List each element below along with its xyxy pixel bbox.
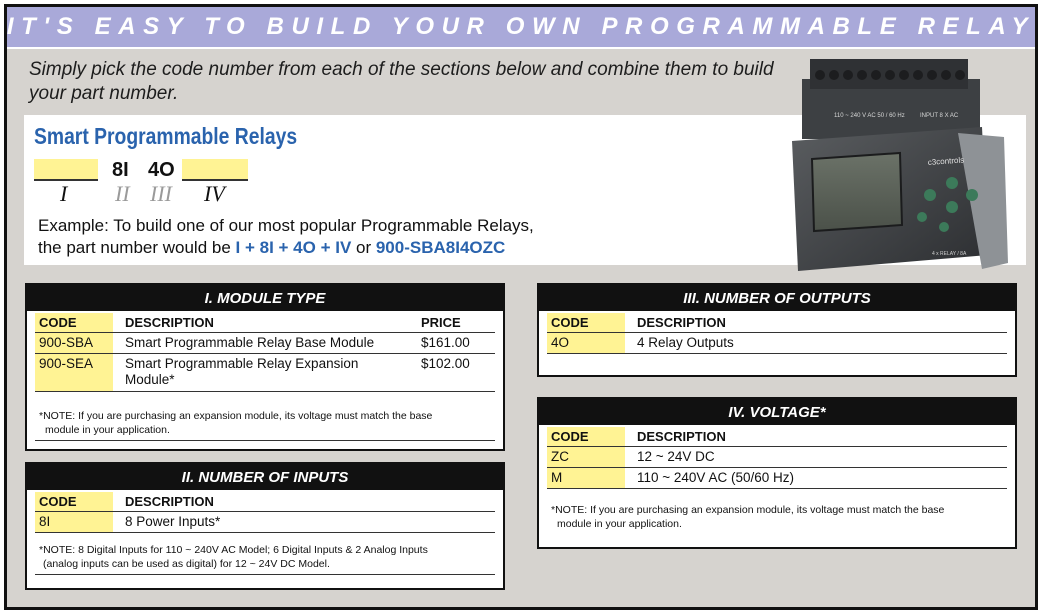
- header-code: CODE: [551, 315, 589, 330]
- brand-logo: c3controls: [927, 155, 965, 167]
- module-type-table: [35, 313, 495, 403]
- terminal-label: 110 ~ 240 V AC 50 / 60 Hz: [834, 113, 905, 119]
- panel-title: I. MODULE TYPE: [27, 285, 503, 311]
- inputs-note: *NOTE: 8 Digital Inputs for 110 ~ 240V AC Model; 6 Digital Inputs & 2 Analog Inputs (analog inputs can be used as digital) for 12 ~ 24V DC Model.: [39, 544, 428, 570]
- row-description: Smart Programmable Relay Expansion: [125, 356, 359, 371]
- row-description: 12 ~ 24V DC: [637, 449, 715, 464]
- table-row: [35, 512, 495, 533]
- slot-blank: [34, 159, 98, 181]
- row-code: 900-SEA: [39, 356, 94, 371]
- example-line-1: Example: To build one of our most popular Programmable Relays,: [38, 216, 534, 235]
- row-description: 110 ~ 240V AC (50/60 Hz): [637, 470, 794, 485]
- table-row: [35, 354, 495, 392]
- outputs-table: [547, 313, 1007, 359]
- inputs-table: [35, 492, 495, 538]
- header-description: DESCRIPTION: [637, 315, 726, 330]
- table-row: [547, 333, 1007, 354]
- row-code: 900-SBA: [39, 335, 94, 350]
- row-description: 4 Relay Outputs: [637, 335, 734, 350]
- table-row: [547, 468, 1007, 489]
- relay-label: 4 x RELAY / 8A: [932, 251, 967, 257]
- voltage-table: [547, 427, 1007, 497]
- catalog-frame: [4, 4, 1038, 610]
- lcd-screen: [812, 153, 902, 231]
- row-code: ZC: [551, 449, 569, 464]
- slot-roman: IV: [204, 181, 225, 206]
- row-price: $161.00: [421, 335, 470, 350]
- example-line-2: the part number would be I + 8I + 4O + IV or 900-SBA8I4OZC: [38, 238, 506, 257]
- panel-title: III. NUMBER OF OUTPUTS: [539, 285, 1015, 311]
- slot-roman: III: [150, 181, 172, 206]
- header-description: DESCRIPTION: [637, 429, 726, 444]
- panel-number-of-outputs: [537, 283, 1017, 377]
- header-code: CODE: [39, 315, 77, 330]
- row-code: M: [551, 470, 563, 485]
- example-part-number: 900-SBA8I4OZC: [375, 238, 506, 257]
- relay-product-image: [782, 55, 1012, 283]
- row-description: 8 Power Inputs*: [125, 514, 221, 529]
- table-header-row: [547, 427, 1007, 447]
- panel-title: II. NUMBER OF INPUTS: [27, 464, 503, 490]
- row-description-cont: Module*: [125, 372, 175, 387]
- panel-module-type: [25, 283, 505, 451]
- row-price: $102.00: [421, 356, 470, 371]
- panel-title: IV. VOLTAGE*: [539, 399, 1015, 425]
- example-text: [38, 215, 534, 259]
- header-description: DESCRIPTION: [125, 315, 214, 330]
- table-header-row: [35, 492, 495, 512]
- table-header-row: [35, 313, 495, 333]
- note-underline: [35, 574, 495, 575]
- voltage-note: *NOTE: If you are purchasing an expansion module, its voltage must match the base module in your application.: [551, 504, 945, 530]
- row-description: Smart Programmable Relay Base Module: [125, 335, 375, 350]
- table-row: [35, 333, 495, 354]
- banner-title: IT'S EASY TO BUILD YOUR OWN PROGRAMMABLE RELAY: [6, 13, 1036, 40]
- slot-roman: I: [60, 181, 68, 206]
- row-code: 4O: [551, 335, 570, 350]
- table-row: [547, 447, 1007, 468]
- header-price: PRICE: [421, 315, 461, 330]
- panel-voltage: [537, 397, 1017, 549]
- slot-value: 8I: [112, 159, 129, 181]
- slot-blank: [182, 159, 248, 181]
- panel-number-of-inputs: [25, 462, 505, 590]
- header-description: DESCRIPTION: [125, 494, 214, 509]
- slot-roman: II: [115, 181, 130, 206]
- row-code: 8I: [39, 514, 51, 529]
- example-formula: I + 8I + 4O + IV: [235, 238, 352, 257]
- input-label: INPUT 8 X AC: [920, 113, 959, 119]
- builder-title: Smart Programmable Relays: [34, 123, 298, 149]
- module-type-note: *NOTE: If you are purchasing an expansion module, its voltage must match the base module in your application.: [39, 410, 433, 436]
- header-code: CODE: [39, 494, 77, 509]
- table-header-row: [547, 313, 1007, 333]
- page-banner: [7, 7, 1035, 49]
- intro-text: Simply pick the code number from each of the sections below and combine them to build your part number.: [29, 59, 774, 104]
- header-code: CODE: [551, 429, 589, 444]
- slot-value: 4O: [148, 159, 175, 181]
- note-underline: [35, 440, 495, 441]
- terminal-screws: [815, 70, 965, 80]
